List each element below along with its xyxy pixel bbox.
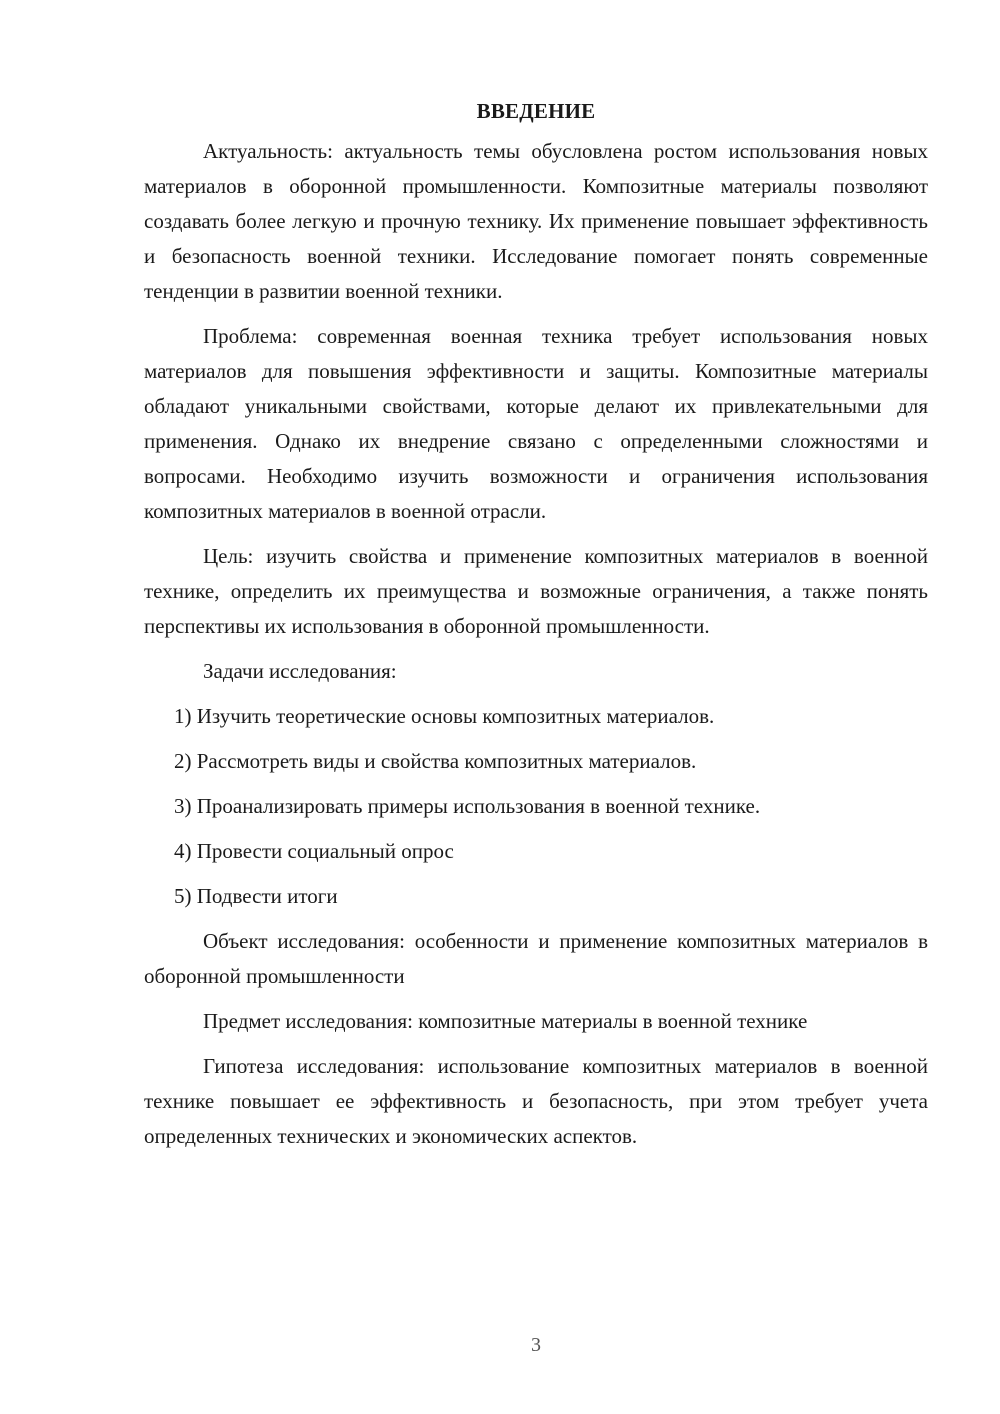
page-number: 3 xyxy=(531,1334,541,1356)
list-item: 5) Подвести итоги xyxy=(174,884,338,908)
problem-paragraph: Проблема: современная военная техника требует использования новых материалов для повышения эффективности и защиты. Композитные материалы обладают уникальными свойствами, которые делают их привлекательными для применения. Однако их внедрение связано с определенными сложностями и вопросами. Необходимо изучить возможности и ограничения использования композитных материалов в военной отрасли. xyxy=(144,324,928,523)
goal-paragraph: Цель: изучить свойства и применение композитных материалов в военной технике, определить их преимущества и возможные ограничения, а также понять перспективы их использования в оборонной промышленности. xyxy=(144,544,928,638)
subject-paragraph: Предмет исследования: композитные материалы в военной технике xyxy=(203,1009,808,1033)
list-item: 3) Проанализировать примеры использования в военной технике. xyxy=(174,794,761,818)
list-item: 2) Рассмотреть виды и свойства композитных материалов. xyxy=(174,749,697,773)
list-item: 1) Изучить теоретические основы композитных материалов. xyxy=(174,704,715,728)
hypothesis-paragraph: Гипотеза исследования: использование композитных материалов в военной технике повышает ее эффективность и безопасность, при этом требует учета определенных технических и экономических аспектов. xyxy=(144,1054,928,1148)
tasks-heading: Задачи исследования: xyxy=(203,659,397,683)
object-paragraph: Объект исследования: особенности и применение композитных материалов в оборонной промышленности xyxy=(144,929,928,988)
list-item: 4) Провести социальный опрос xyxy=(174,839,454,863)
relevance-paragraph: Актуальность: актуальность темы обусловлена ростом использования новых материалов в оборонной промышленности. Композитные материалы позволяют создавать более легкую и прочную технику. Их применение повышает эффективность и безопасность военной техники. Исследование помогает понять современные тенденции в развитии военной техники. xyxy=(144,139,928,303)
page-content xyxy=(144,96,928,1164)
tasks-list xyxy=(144,699,928,914)
section-title: ВВЕДЕНИЕ xyxy=(476,99,596,123)
